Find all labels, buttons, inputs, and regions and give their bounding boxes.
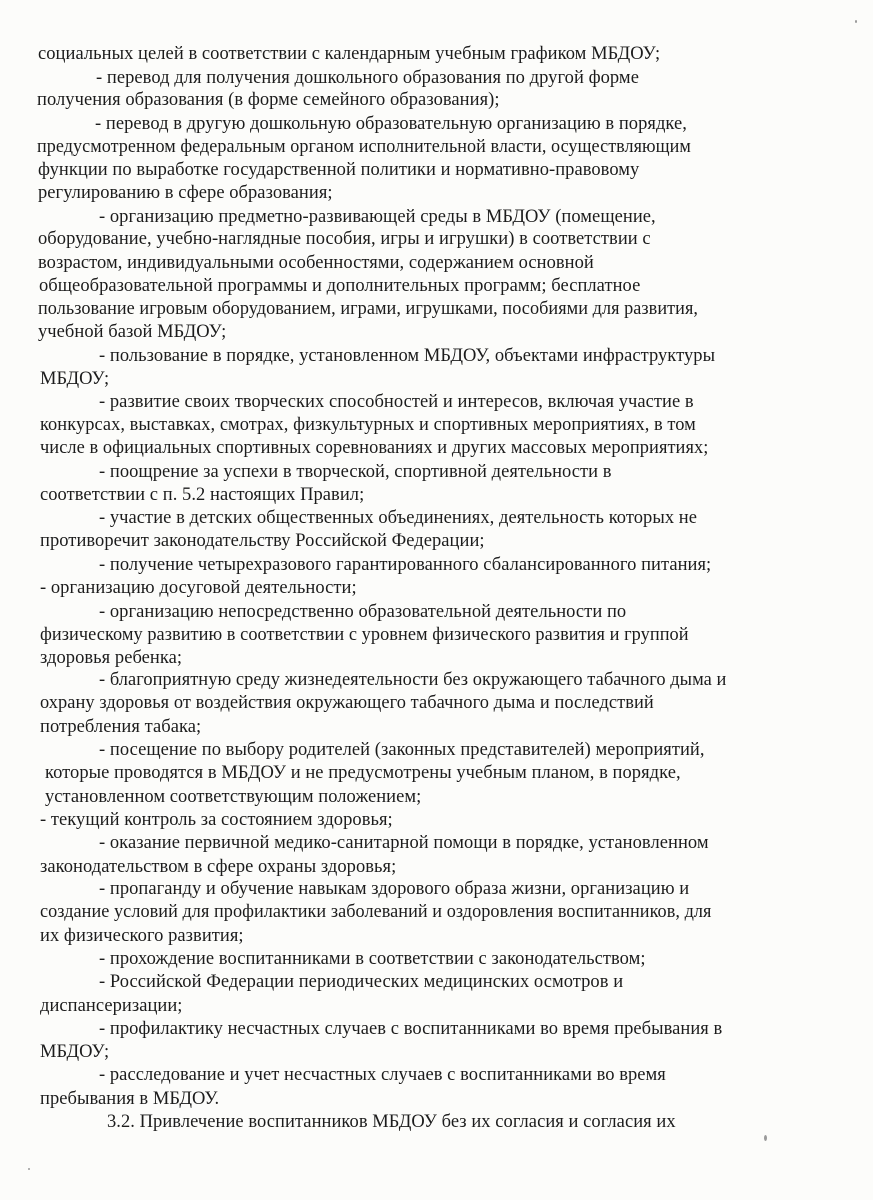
- text-line: создание условий для профилактики заболеваний и оздоровления воспитанников, для: [40, 902, 712, 922]
- text-line: физическому развитию в соответствии с уровнем физического развития и группой: [40, 625, 689, 645]
- text-line: функции по выработке государственной политики и нормативно-правовому: [38, 160, 640, 180]
- text-line: пребывания в МБДОУ.: [40, 1089, 220, 1109]
- text-line: - перевод для получения дошкольного образования по другой форме: [96, 68, 639, 88]
- text-line: возрастом, индивидуальными особенностями, содержанием основной: [38, 253, 594, 273]
- text-line: охрану здоровья от воздействия окружающего табачного дыма и последствий: [40, 693, 654, 713]
- text-line: - расследование и учет несчастных случаев с воспитанниками во время: [99, 1065, 666, 1085]
- scan-speck: [764, 1135, 767, 1141]
- text-line: - профилактику несчастных случаев с воспитанниками во время пребывания в: [99, 1019, 723, 1039]
- text-line: - организацию досуговой деятельности;: [40, 578, 357, 598]
- text-line: которые проводятся в МБДОУ и не предусмотрены учебным планом, в порядке,: [45, 763, 681, 783]
- text-line: - поощрение за успехи в творческой, спортивной деятельности в: [99, 462, 612, 482]
- text-line: - посещение по выбору родителей (законных представителей) мероприятий,: [99, 740, 705, 760]
- text-line: - оказание первичной медико-санитарной помощи в порядке, установленном: [99, 833, 709, 853]
- text-line: потребления табака;: [40, 717, 202, 737]
- text-line: законодательством в сфере охраны здоровья;: [40, 857, 397, 877]
- text-line: 3.2. Привлечение воспитанников МБДОУ без их согласия и согласия их: [107, 1112, 676, 1132]
- text-line: МБДОУ;: [40, 1042, 110, 1062]
- text-line: предусмотренном федеральным органом исполнительной власти, осуществляющим: [37, 137, 691, 157]
- text-line: пользование игровым оборудованием, играми, игрушками, пособиями для развития,: [38, 299, 698, 319]
- text-line: соответствии с п. 5.2 настоящих Правил;: [40, 485, 365, 505]
- text-line: регулированию в сфере образования;: [38, 183, 333, 203]
- text-line: МБДОУ;: [40, 369, 110, 389]
- scan-speck: [28, 1168, 30, 1170]
- text-line: - благоприятную среду жизнедеятельности без окружающего табачного дыма и: [99, 670, 727, 690]
- text-line: - текущий контроль за состоянием здоровья;: [40, 810, 393, 830]
- text-line: установленном соответствующим положением;: [45, 787, 422, 807]
- text-line: их физического развития;: [40, 926, 244, 946]
- text-line: учебной базой МБДОУ;: [38, 322, 227, 342]
- text-line: - пользование в порядке, установленном МБДОУ, объектами инфраструктуры: [99, 346, 716, 366]
- text-line: здоровья ребенка;: [40, 648, 183, 668]
- text-line: конкурсах, выставках, смотрах, физкультурных и спортивных мероприятиях, в том: [40, 415, 696, 435]
- text-line: - перевод в другую дошкольную образовательную организацию в порядке,: [95, 114, 687, 134]
- text-line: получения образования (в форме семейного образования);: [37, 90, 500, 110]
- text-line: - участие в детских общественных объединениях, деятельность которых не: [99, 508, 698, 528]
- scan-speck: [855, 20, 857, 23]
- text-line: - организацию предметно-развивающей среды в МБДОУ (помещение,: [99, 207, 656, 227]
- text-line: - развитие своих творческих способностей и интересов, включая участие в: [99, 392, 694, 412]
- text-line: диспансеризации;: [40, 996, 183, 1016]
- text-line: общеобразовательной программы и дополнительных программ; бесплатное: [39, 276, 641, 296]
- text-line: социальных целей в соответствии с календарным учебным графиком МБДОУ;: [38, 44, 661, 64]
- text-line: противоречит законодательству Российской Федерации;: [40, 531, 485, 551]
- text-line: числе в официальных спортивных соревнованиях и других массовых мероприятиях;: [40, 438, 709, 458]
- text-line: - организацию непосредственно образовательной деятельности по: [99, 602, 627, 622]
- text-line: - получение четырехразового гарантированного сбалансированного питания;: [99, 555, 712, 575]
- text-line: - прохождение воспитанниками в соответствии с законодательством;: [99, 949, 646, 969]
- text-line: - пропаганду и обучение навыкам здорового образа жизни, организацию и: [99, 879, 690, 899]
- text-line: оборудование, учебно-наглядные пособия, игры и игрушки) в соответствии с: [38, 229, 651, 249]
- text-line: - Российской Федерации периодических медицинских осмотров и: [99, 972, 624, 992]
